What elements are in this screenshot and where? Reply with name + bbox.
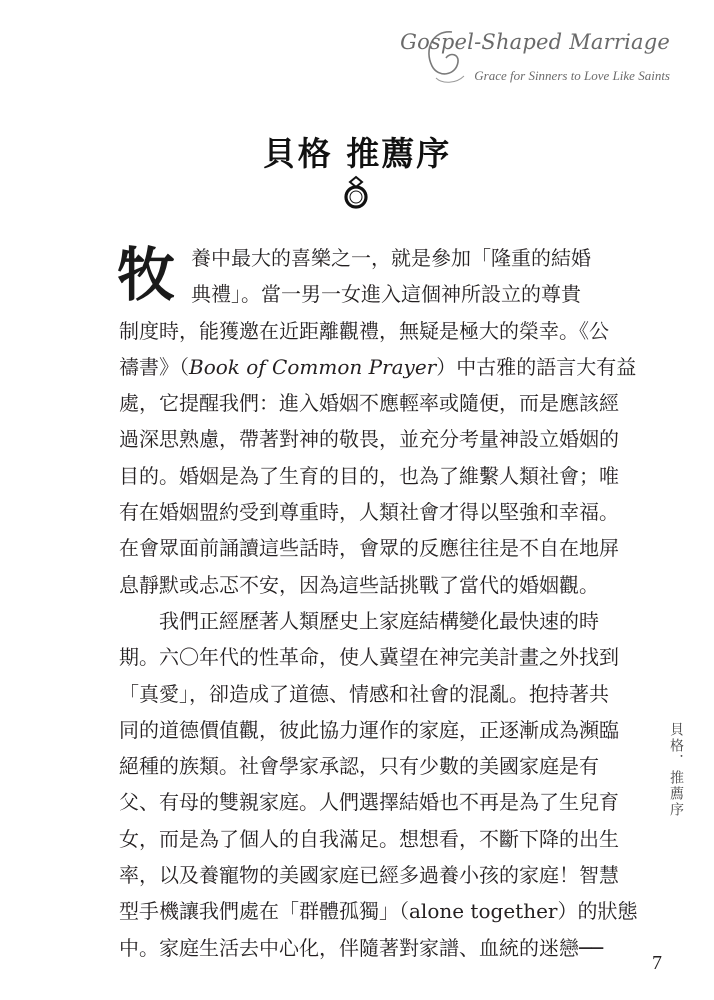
text-segment: ）中古雅的語言大有益: [436, 354, 637, 379]
text-line: 養中最大的喜樂之一，就是參加「隆重的結婚: [191, 246, 591, 270]
text-line: 絕種的族類。社會學家承認，只有少數的美國家庭是有: [119, 754, 599, 779]
drop-cap: 牧: [117, 241, 176, 309]
text-line: 在會眾面前誦讀這些話時，會眾的反應往往是不自在地屏: [119, 536, 619, 561]
text-line: [119, 893, 638, 929]
text-line: [119, 349, 637, 385]
text-line: 制度時，能獲邀在近距離觀禮，無疑是極大的榮幸。《公: [119, 318, 609, 343]
english-phrase: alone together: [409, 899, 558, 924]
text-line: 處，它提醒我們：進入婚姻不應輕率或隨便，而是應該經: [119, 391, 619, 416]
text-line: 「真愛」，卻造成了道德、情感和社會的混亂。抱持著共: [119, 681, 609, 706]
text-line: 期。六〇年代的性革命，使人冀望在神完美計畫之外找到: [119, 645, 619, 670]
text-line: 同的道德價值觀，彼此協力運作的家庭，正逐漸成為瀕臨: [119, 717, 619, 742]
text-line: 目的。婚姻是為了生育的目的，也為了維繫人類社會；唯: [119, 463, 619, 488]
text-line: 中。家庭生活去中心化，伴隨著對家譜、血統的迷戀──: [119, 935, 604, 960]
text-line: 有在婚姻盟約受到尊重時，人類社會才得以堅強和幸福。: [119, 500, 619, 525]
text-segment: 型手機讓我們處在「群體孤獨」（: [119, 899, 409, 924]
text-segment: 禱書》（: [119, 354, 189, 379]
chapter-body: [117, 240, 638, 966]
text-line: 過深思熟慮，帶著對神的敬畏，並充分考量神設立婚姻的: [119, 427, 619, 452]
text-line: 女，而是為了個人的自我滿足。想想看，不斷下降的出生: [119, 826, 619, 851]
book-title-latin: Book of Common Prayer: [189, 354, 437, 379]
brand-subtitle: Grace for Sinners to Love Like Saints: [474, 68, 670, 83]
text-line: 父、有母的雙親家庭。人們選擇結婚也不再是為了生兒育: [119, 790, 619, 815]
text-line: 率，以及養寵物的美國家庭已經多過養小孩的家庭！智慧: [119, 863, 619, 888]
text-line: 息靜默或忐忑不安，因為這些話挑戰了當代的婚姻觀。: [119, 572, 599, 597]
brand-header: [400, 30, 670, 90]
side-running-head: 貝格．推薦序: [668, 722, 684, 818]
text-line: 典禮」。當一男一女進入這個神所設立的尊貴: [191, 282, 581, 307]
brand-title: Gospel-Shaped Marriage: [400, 30, 670, 54]
ring-icon: [338, 176, 374, 210]
text-line: 我們正經歷著人類歷史上家庭結構變化最快速的時: [159, 608, 599, 633]
chapter-title: 貝格 推薦序: [262, 134, 452, 173]
text-segment: ）的狀態: [557, 899, 638, 924]
page-number: 7: [652, 952, 662, 974]
